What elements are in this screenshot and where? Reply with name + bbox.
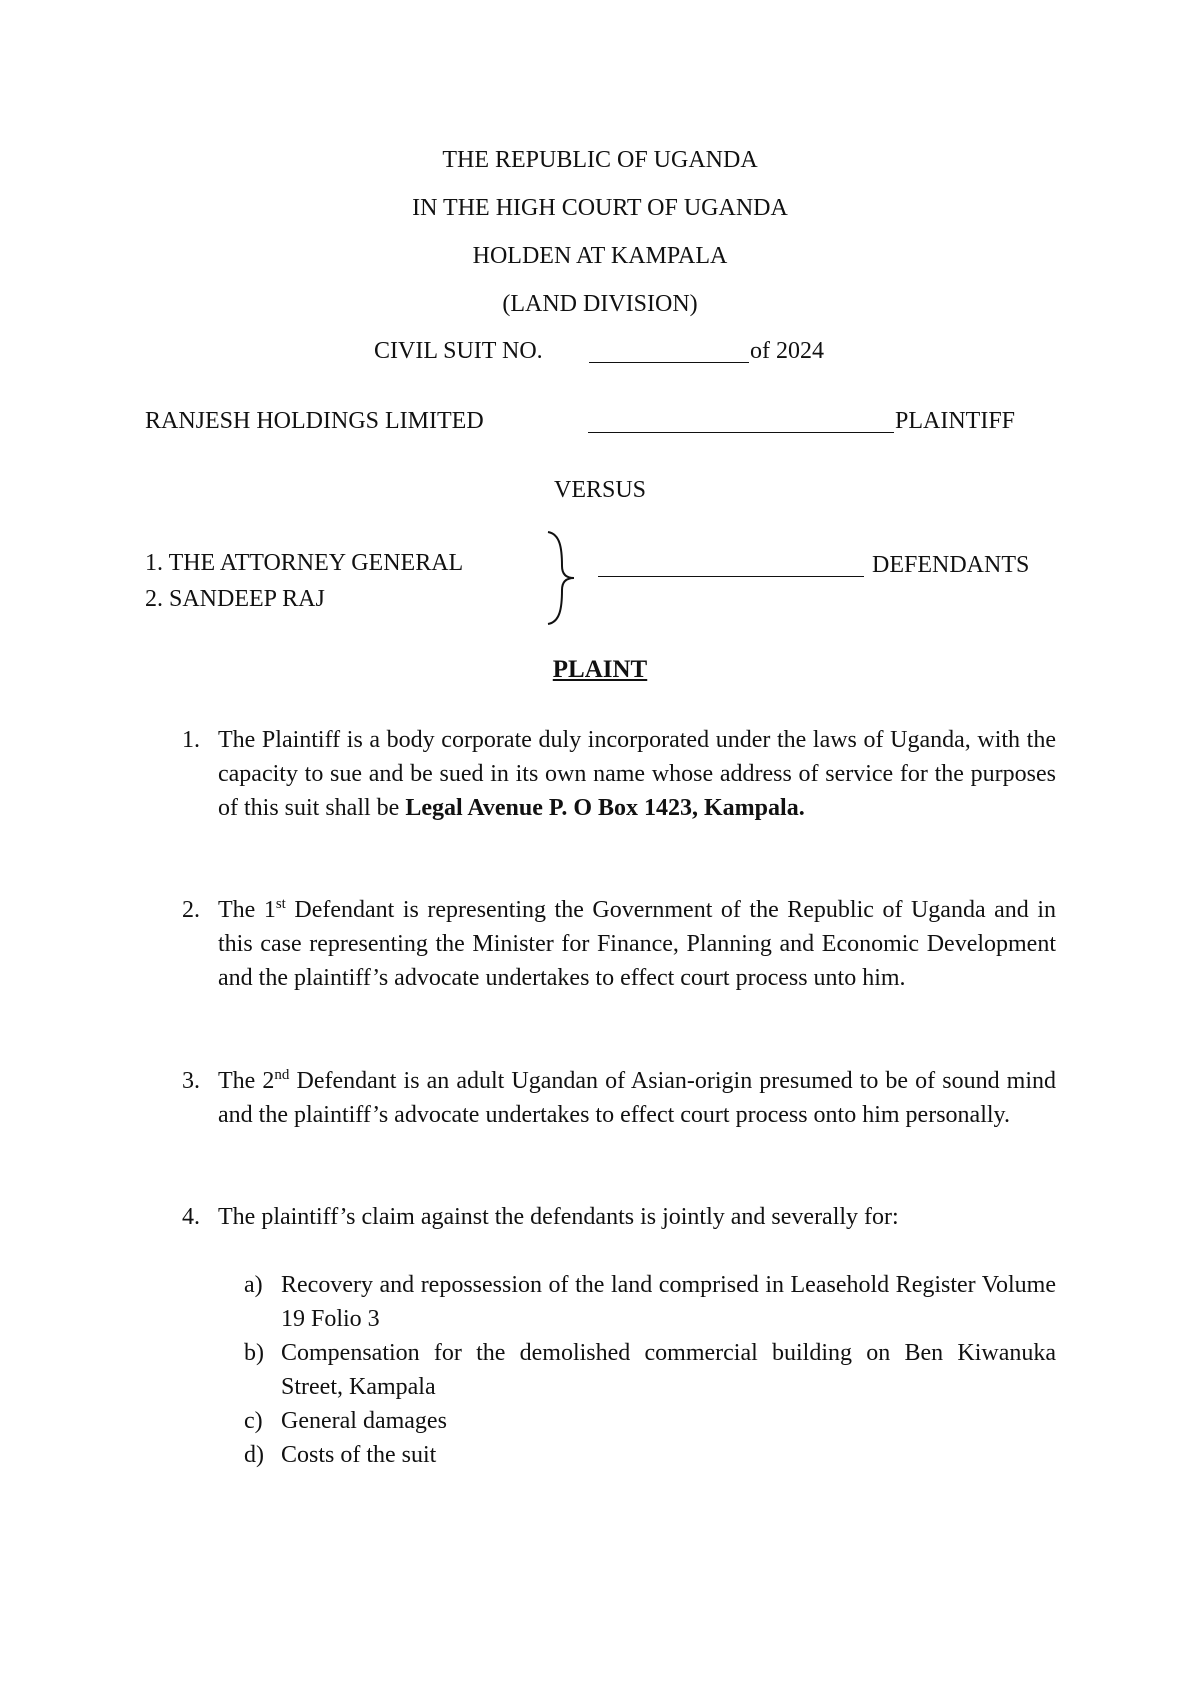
paragraph-2-pre: The 1 <box>218 897 276 923</box>
suit-prefix: CIVIL SUIT NO. <box>374 338 543 364</box>
claim-d-letter: d) <box>244 1442 264 1468</box>
claim-b-letter: b) <box>244 1340 264 1366</box>
plaintiff-name: RANJESH HOLDINGS LIMITED <box>145 408 484 434</box>
header-holden: HOLDEN AT KAMPALA <box>472 243 728 269</box>
paragraph-4: The plaintiff’s claim against the defendants is jointly and severally for: <box>218 1204 899 1230</box>
paragraph-1 <box>218 723 1056 825</box>
paragraph-1-number: 1. <box>182 727 200 753</box>
paragraph-3-number: 3. <box>182 1068 200 1094</box>
claim-c-letter: c) <box>244 1408 263 1434</box>
claim-a: Recovery and repossession of the land comprised in Leasehold Register Volume 19 Folio 3 <box>281 1272 1056 1332</box>
defendants-label: DEFENDANTS <box>872 552 1030 578</box>
suit-year: of 2024 <box>750 338 824 364</box>
paragraph-4-number: 4. <box>182 1204 200 1230</box>
suit-number-blank <box>589 362 749 363</box>
document-title: PLAINT <box>552 656 648 683</box>
paragraph-1-text: The Plaintiff is a body corporate duly incorporated under the laws of Uganda, with the capacity to sue and be sued in its own name whose address of service for the purposes of this suit shall be <box>218 727 1056 821</box>
plaintiff-rule <box>588 432 894 433</box>
paragraph-2 <box>218 893 1056 995</box>
paragraph-3-sup: nd <box>274 1067 290 1083</box>
header-court: IN THE HIGH COURT OF UGANDA <box>412 195 788 221</box>
paragraph-2-sup: st <box>275 896 286 912</box>
paragraph-3-pre: The 2 <box>218 1068 275 1094</box>
defendant-1: 1. THE ATTORNEY GENERAL <box>145 550 464 576</box>
header-republic: THE REPUBLIC OF UGANDA <box>442 147 758 173</box>
paragraph-3 <box>218 1064 1056 1132</box>
defendants-rule <box>598 576 864 577</box>
claim-b: Compensation for the demolished commercial building on Ben Kiwanuka Street, Kampala <box>281 1340 1056 1400</box>
claim-c: General damages <box>281 1408 447 1434</box>
claim-d: Costs of the suit <box>281 1442 437 1468</box>
plaintiff-label: PLAINTIFF <box>895 408 1016 434</box>
paragraph-3-text: Defendant is an adult Ugandan of Asian-origin presumed to be of sound mind and the plaintiff’s advocate undertakes to effect court process onto him personally. <box>218 1068 1057 1128</box>
header-division: (LAND DIVISION) <box>502 291 698 317</box>
paragraph-1-address: Legal Avenue P. O Box 1423, Kampala. <box>405 795 805 821</box>
defendant-2: 2. SANDEEP RAJ <box>145 586 325 612</box>
versus-label: VERSUS <box>553 477 647 503</box>
paragraph-2-text: Defendant is representing the Government of the Republic of Uganda and in this case representing the Minister for Finance, Planning and Economic Development and the plaintiff’s advocate undertakes to effect court process unto him. <box>218 897 1056 991</box>
claim-a-letter: a) <box>244 1272 263 1298</box>
curly-brace-icon <box>540 528 580 628</box>
paragraph-2-number: 2. <box>182 897 200 923</box>
